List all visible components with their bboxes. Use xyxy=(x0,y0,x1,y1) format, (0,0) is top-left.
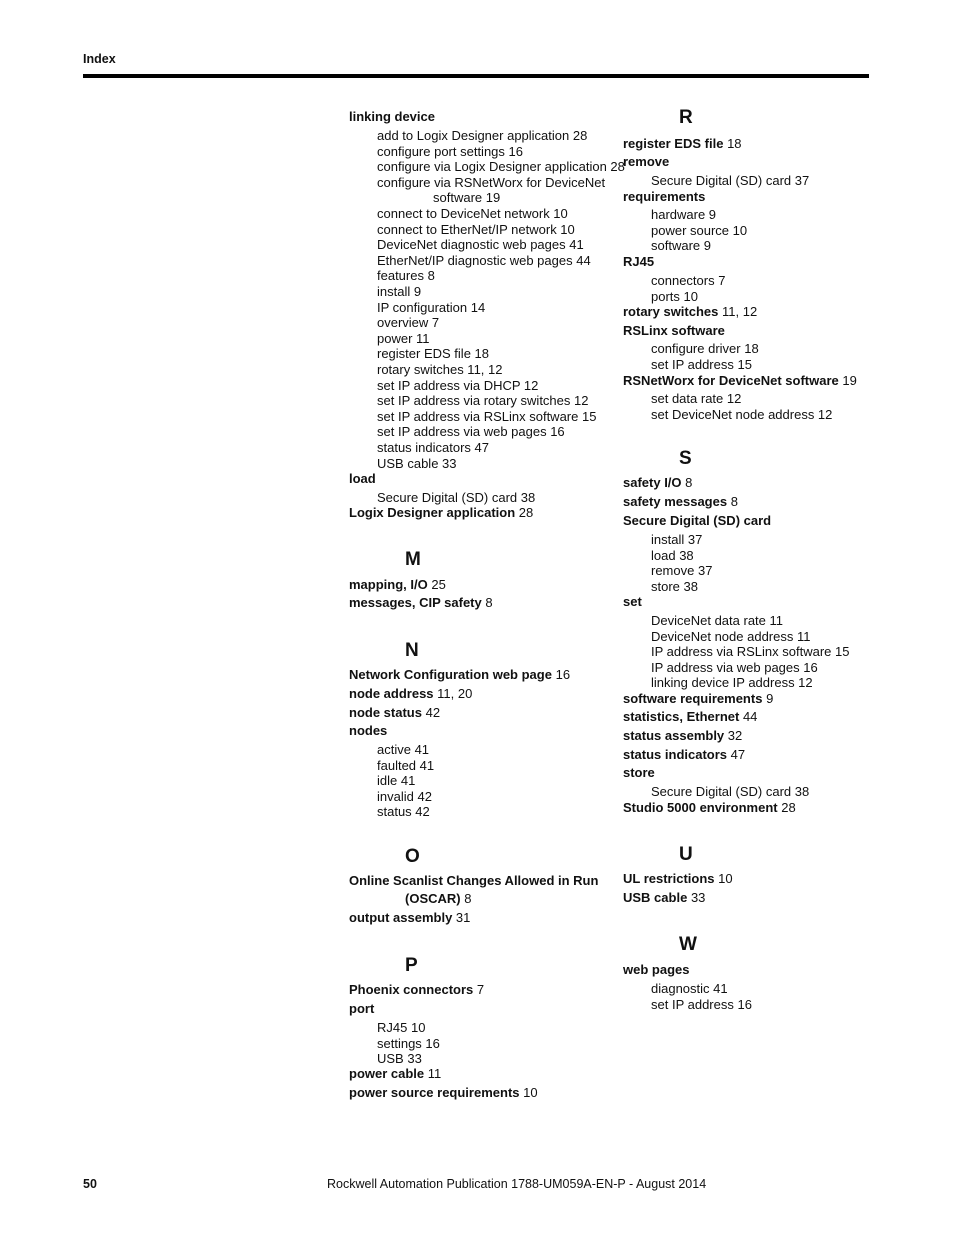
index-term: power source requirements xyxy=(349,1085,520,1100)
index-page-ref: 9 xyxy=(766,691,774,706)
index-subentry: connect to EtherNet/IP network 10 xyxy=(377,221,575,237)
index-page-ref: 11 xyxy=(427,1066,442,1081)
index-subentry: set IP address via DHCP 12 xyxy=(377,377,539,393)
index-subentry: load 38 xyxy=(651,547,694,563)
index-term: Studio 5000 environment xyxy=(623,800,778,815)
index-entry xyxy=(349,1066,441,1082)
index-term: store xyxy=(623,765,655,780)
index-subentry: ports 10 xyxy=(651,288,698,304)
index-subentry: power 11 xyxy=(377,330,430,346)
index-subentry: DeviceNet node address 11 xyxy=(651,628,811,644)
index-page-ref: 8 xyxy=(730,494,738,509)
index-term: mapping, I/O xyxy=(349,577,428,592)
index-subentry: active 41 xyxy=(377,742,430,757)
section-letter: O xyxy=(405,846,420,867)
index-term: (OSCAR) xyxy=(405,891,461,906)
index-subentry: rotary switches 11, 12 xyxy=(377,362,503,377)
index-entry xyxy=(349,577,446,593)
index-term: status assembly xyxy=(623,728,725,743)
index-term: web pages xyxy=(623,962,690,977)
index-entry xyxy=(623,691,773,707)
index-subentry: USB cable 33 xyxy=(377,455,457,471)
index-subentry: set IP address via web pages 16 xyxy=(377,424,565,440)
index-page-ref: 16 xyxy=(555,667,571,682)
index-page-ref: 42 xyxy=(425,705,441,720)
index-term: messages, CIP safety xyxy=(349,595,482,610)
index-page-ref: 8 xyxy=(485,595,493,610)
index-term: software requirements xyxy=(623,691,763,706)
section-letter: R xyxy=(679,107,693,128)
index-subentry: invalid 42 xyxy=(377,788,432,804)
index-subentry: connect to DeviceNet network 10 xyxy=(377,206,568,221)
index-entry xyxy=(623,871,733,887)
index-term: safety messages xyxy=(623,494,728,509)
section-letter: W xyxy=(679,934,697,955)
index-subentry: add to Logix Designer application 28 xyxy=(377,128,588,143)
index-entry xyxy=(623,890,705,906)
section-letter: U xyxy=(679,844,693,865)
header-rule xyxy=(83,74,869,78)
index-page-ref: 11, 20 xyxy=(437,686,473,701)
index-entry-continuation xyxy=(405,891,471,907)
index-term: load xyxy=(349,471,376,486)
index-page-ref: 7 xyxy=(476,982,485,997)
index-term: Online Scanlist Changes Allowed in Run xyxy=(349,873,599,888)
index-page-ref: 11, 12 xyxy=(722,304,758,319)
index-subentry: linking device IP address 12 xyxy=(651,675,813,691)
index-page-ref: 28 xyxy=(518,505,534,520)
index-subentry: store 38 xyxy=(651,578,698,594)
index-subentry: install 9 xyxy=(377,284,422,299)
index-term: RSNetWorx for DeviceNet software xyxy=(623,373,839,388)
section-letter: N xyxy=(405,640,419,661)
index-page-ref: 47 xyxy=(730,747,746,762)
index-subentry: set IP address 16 xyxy=(651,996,752,1012)
index-subentry: configure port settings 16 xyxy=(377,143,523,159)
index-term: status indicators xyxy=(623,747,728,762)
running-header-title: Index xyxy=(83,52,116,66)
index-subentry: RJ45 10 xyxy=(377,1020,426,1035)
index-term: Secure Digital (SD) card xyxy=(623,513,772,528)
page-number: 50 xyxy=(83,1177,97,1191)
index-page-ref: 10 xyxy=(523,1085,538,1100)
index-subentry: configure via Logix Designer application 28 xyxy=(377,159,625,175)
index-page-ref: 19 xyxy=(842,373,857,388)
index-entry xyxy=(349,505,533,521)
index-subentry: power source 10 xyxy=(651,222,748,238)
index-term: power cable xyxy=(349,1066,425,1081)
index-subentry: connectors 7 xyxy=(651,273,726,288)
index-subentry: IP address via RSLinx software 15 xyxy=(651,644,850,660)
index-subentry: settings 16 xyxy=(377,1035,440,1051)
index-page-ref: 8 xyxy=(685,475,693,490)
index-subentry: install 37 xyxy=(651,532,703,547)
index-entry xyxy=(623,800,796,816)
index-entry xyxy=(623,304,757,320)
index-term: safety I/O xyxy=(623,475,682,490)
index-subentry: IP configuration 14 xyxy=(377,299,486,315)
index-term: USB cable xyxy=(623,890,688,905)
index-entry xyxy=(349,705,440,721)
index-subentry: configure via RSNetWorx for DeviceNet xyxy=(377,174,606,190)
index-term: RJ45 xyxy=(623,254,655,269)
index-entry xyxy=(623,373,857,389)
index-entry xyxy=(623,136,742,152)
index-subentry: configure driver 18 xyxy=(651,341,759,356)
index-subentry: set IP address via RSLinx software 15 xyxy=(377,408,597,424)
index-entry xyxy=(349,667,570,683)
index-term: rotary switches xyxy=(623,304,719,319)
index-term: register EDS file xyxy=(623,136,724,151)
index-term: UL restrictions xyxy=(623,871,715,886)
index-entry xyxy=(623,709,757,725)
index-page-ref: 44 xyxy=(742,709,758,724)
index-subentry: Secure Digital (SD) card 38 xyxy=(651,784,810,799)
index-subentry: faulted 41 xyxy=(377,757,435,773)
index-entry xyxy=(349,982,484,998)
index-term: output assembly xyxy=(349,910,453,925)
publication-info: Rockwell Automation Publication 1788-UM059A-EN-P - August 2014 xyxy=(327,1177,707,1191)
index-page-ref: 10 xyxy=(718,871,733,886)
index-subentry: DeviceNet data rate 11 xyxy=(651,613,783,628)
index-entry xyxy=(623,747,745,763)
index-term: RSLinx software xyxy=(623,323,725,338)
index-term: node status xyxy=(349,705,422,720)
section-letter: M xyxy=(405,549,421,570)
index-term: node address xyxy=(349,686,434,701)
index-subentry-continuation: software 19 xyxy=(433,190,501,206)
index-subentry: Secure Digital (SD) card 37 xyxy=(651,173,810,188)
index-subentry: idle 41 xyxy=(377,773,416,789)
index-term: port xyxy=(349,1001,375,1016)
index-page-ref: 32 xyxy=(727,728,743,743)
index-subentry: EtherNet/IP diagnostic web pages 44 xyxy=(377,252,591,268)
index-term: Network Configuration web page xyxy=(349,667,552,682)
index-entry xyxy=(349,1085,538,1101)
index-subentry: set data rate 12 xyxy=(651,391,742,406)
index-subentry: features 8 xyxy=(377,268,435,284)
index-page-ref: 28 xyxy=(781,800,796,815)
index-term: statistics, Ethernet xyxy=(623,709,740,724)
index-subentry: diagnostic 41 xyxy=(651,981,728,996)
index-subentry: USB 33 xyxy=(377,1051,422,1067)
index-term: set xyxy=(623,594,642,609)
index-subentry: status indicators 47 xyxy=(377,440,490,455)
index-subentry: status 42 xyxy=(377,804,430,820)
index-entry xyxy=(349,910,470,926)
index-subentry: hardware 9 xyxy=(651,207,717,222)
index-term: requirements xyxy=(623,189,706,204)
index-term: Phoenix connectors xyxy=(349,982,474,997)
index-entry xyxy=(349,686,472,702)
index-term: Logix Designer application xyxy=(349,505,516,520)
index-subentry: register EDS file 18 xyxy=(377,346,489,362)
index-entry xyxy=(623,475,692,491)
index-subentry: set IP address via rotary switches 12 xyxy=(377,393,589,409)
index-entry xyxy=(349,595,493,611)
index-page-ref: 8 xyxy=(464,891,472,906)
index-subentry: IP address via web pages 16 xyxy=(651,659,818,675)
index-subentry: overview 7 xyxy=(377,315,440,331)
section-letter: P xyxy=(405,955,418,976)
index-entry xyxy=(623,494,738,510)
section-letter: S xyxy=(679,448,692,469)
index-subentry: DeviceNet diagnostic web pages 41 xyxy=(377,237,584,253)
index-page-ref: 25 xyxy=(431,577,446,592)
index-term: remove xyxy=(623,154,670,169)
index-subentry: set DeviceNet node address 12 xyxy=(651,406,833,422)
index-subentry: remove 37 xyxy=(651,563,713,579)
index-term: nodes xyxy=(349,723,388,738)
index-page-ref: 31 xyxy=(455,910,471,925)
index-subentry: software 9 xyxy=(651,238,711,254)
index-subentry: set IP address 15 xyxy=(651,356,752,372)
index-term: linking device xyxy=(349,109,435,124)
index-page-ref: 33 xyxy=(690,890,706,905)
index-page-ref: 18 xyxy=(727,136,742,151)
index-subentry: Secure Digital (SD) card 38 xyxy=(377,490,536,505)
index-entry xyxy=(623,728,742,744)
